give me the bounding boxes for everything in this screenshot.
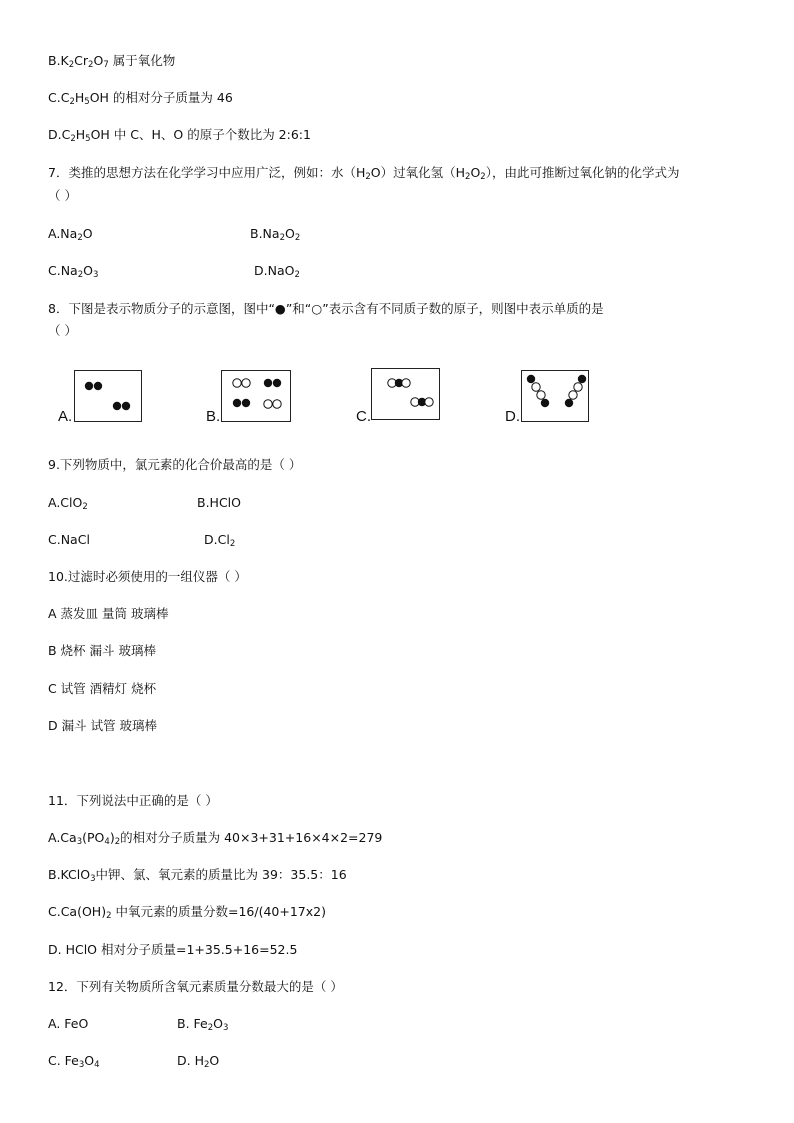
q7-paren: （ ） (48, 188, 77, 203)
q10-option-c: C 试管 酒精灯 烧杯 (48, 681, 157, 696)
q12-stem: 12．下列有关物质所含氧元素质量分数最大的是（ ） (48, 979, 343, 994)
molecules-d (522, 371, 588, 421)
q9-option-c: C.NaCl (48, 532, 90, 547)
q8-paren: （ ） (48, 323, 77, 338)
q11-option-b: B.KClO$_3$中钾、氯、氧元素的质量比为 39：35.5：16 (48, 867, 347, 884)
diagram-box-b (221, 370, 291, 422)
q9-stem: 9.下列物质中，氯元素的化合价最高的是（ ） (48, 457, 302, 472)
q12-option-c: C. $Fe_3O_4$ (48, 1053, 100, 1070)
q9-option-a: A.ClO$_2$ (48, 495, 88, 512)
diagram-label-a: A. (58, 408, 73, 425)
q12-option-d: D. $H_2O$ (177, 1053, 220, 1070)
q7-stem: 7．类推的思想方法在化学学习中应用广泛，例如：水$(H_2O)$过氧化氢$(H_2O_2)$，由此可推断过氧化钠的化学式为 (48, 165, 680, 182)
q10-option-a: A 蒸发皿 量筒 玻璃棒 (48, 606, 169, 621)
diagram-box-d (521, 370, 589, 422)
diagram-box-a (74, 370, 142, 422)
q7-option-b: $B.Na_2O_2$ (250, 226, 301, 243)
q7-option-c: $C.Na_2O_3$ (48, 263, 99, 280)
diagram-label-d: D. (505, 408, 520, 425)
q8-stem: 8．下图是表示物质分子的示意图，图中“●”和“○”表示含有不同质子数的原子，则图中表示单质的是 (48, 301, 604, 316)
q7-option-a: $A.Na_2O$ (48, 226, 93, 243)
q11-option-a: $A.Ca_3(PO_4)_2$的相对分子质量为 40×3+31+16×4×2=279 (48, 830, 383, 847)
q11-option-c: $C.Ca(OH)_2$ 中氧元素的质量分数=16/(40+17x2) (48, 904, 326, 921)
diagram-label-b: B. (206, 408, 221, 425)
molecule-diagram (55, 365, 615, 430)
molecules-a (75, 371, 141, 421)
q10-stem: 10.过滤时必须使用的一组仪器（ ） (48, 569, 247, 584)
diagram-box-c (371, 368, 440, 420)
q12-option-b: B. $Fe_2O_3$ (177, 1016, 229, 1033)
molecules-b (222, 371, 290, 421)
q10-option-b: B 烧杯 漏斗 玻璃棒 (48, 643, 156, 658)
q6-option-b: $B.K_2Cr_2O_7$ 属于氧化物 (48, 53, 176, 70)
q11-stem: 11．下列说法中正确的是（ ） (48, 793, 218, 808)
q9-option-b: B.HClO (197, 495, 241, 510)
q7-option-d: D.NaO$_2$ (254, 263, 300, 280)
q6-option-c: $C.C_2H_5OH$ 的相对分子质量为 46 (48, 90, 233, 107)
diagram-label-c: C. (356, 408, 371, 425)
q10-option-d: D 漏斗 试管 玻璃棒 (48, 718, 158, 733)
q11-option-d: D. HClO 相对分子质量=1+35.5+16=52.5 (48, 942, 298, 957)
q6-option-d: $D.C_2H_5OH$ 中 C、H、O 的原子个数比为 2:6:1 (48, 127, 311, 144)
q9-option-d: $D.Cl_2$ (204, 532, 236, 549)
molecules-c (372, 369, 439, 419)
q12-option-a: A. FeO (48, 1016, 89, 1031)
